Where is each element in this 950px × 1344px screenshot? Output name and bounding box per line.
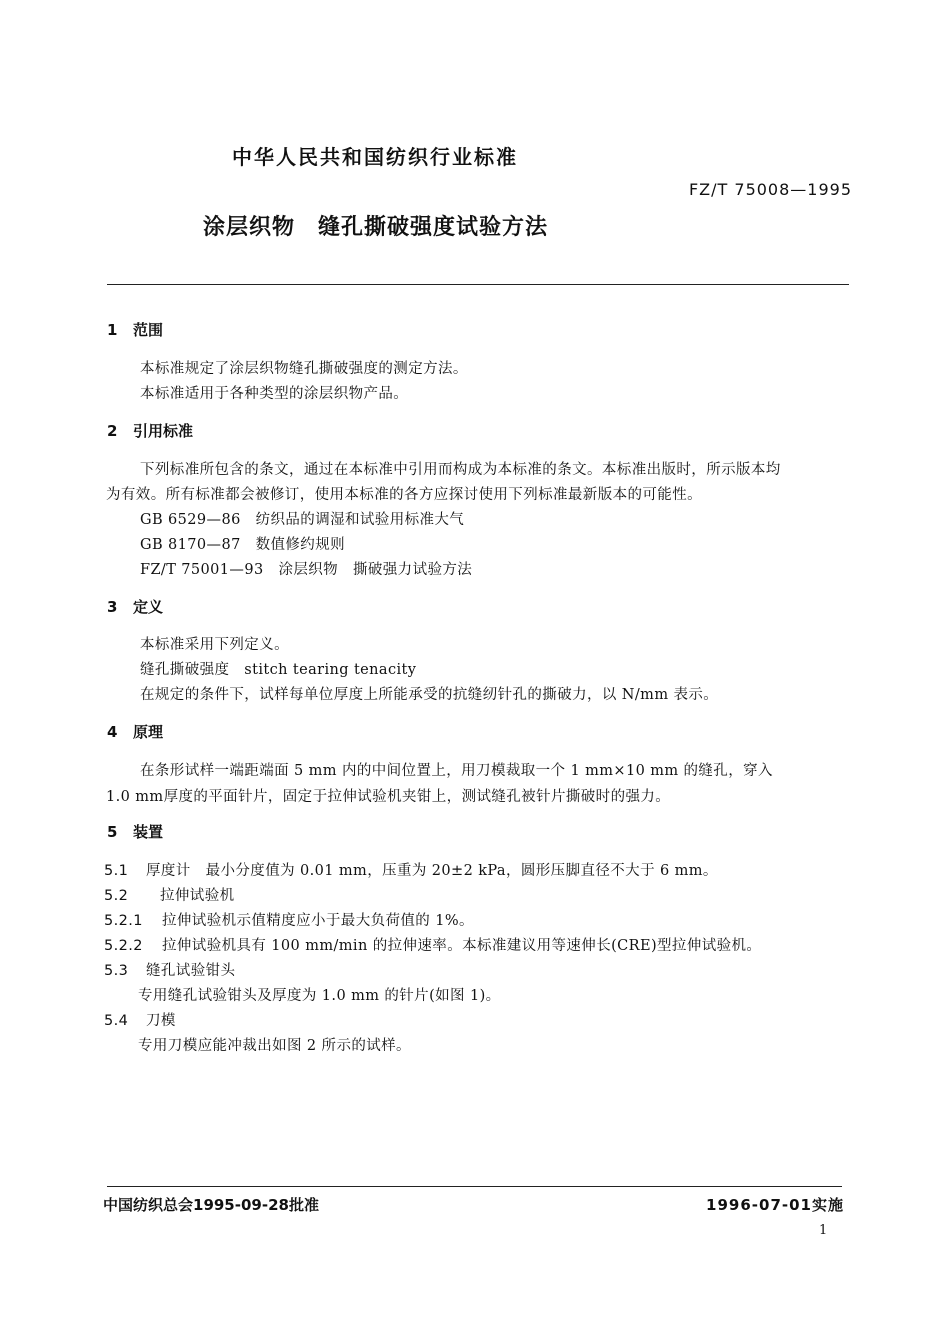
effective-date: 1996-07-01实施 (706, 1196, 844, 1214)
clause-number: 5.4 (104, 1013, 129, 1029)
section-3-heading (107, 596, 163, 617)
clause-text: 拉伸试验机具有 100 mm/min 的拉伸速率。本标准建议用等速伸长(CRE)型拉伸试验机。 (162, 938, 762, 954)
clause-5-2-2 (104, 934, 761, 955)
term-definition: 缝孔撕破强度 stitch tearing tenacity (140, 662, 417, 678)
section-title: 定义 (133, 598, 164, 616)
clause-text: 拉伸试验机 (160, 888, 235, 904)
paragraph: 下列标准所包含的条文，通过在本标准中引用而构成为本标准的条文。本标准出版时，所示版本均 (140, 462, 781, 478)
paragraph: 为有效。所有标准都会被修订，使用本标准的各方应探讨使用下列标准最新版本的可能性。 (106, 487, 702, 503)
section-title: 引用标准 (133, 422, 194, 440)
paragraph: 1.0 mm厚度的平面针片，固定于拉伸试验机夹钳上，测试缝孔被针片撕破时的强力。 (106, 789, 671, 805)
clause-number: 5.3 (104, 963, 129, 979)
clause-text: 拉伸试验机示值精度应小于最大负荷值的 1%。 (162, 913, 474, 929)
clause-number: 5.1 (104, 863, 129, 879)
clause-5-4 (104, 1009, 176, 1030)
page-number: 1 (819, 1223, 828, 1238)
paragraph: 在规定的条件下，试样每单位厚度上所能承受的抗缝纫针孔的撕破力，以 N/mm 表示。 (140, 687, 719, 703)
section-number: 5 (107, 823, 118, 841)
section-number: 4 (107, 723, 118, 741)
section-2-heading (107, 420, 193, 441)
clause-5-2-1 (104, 909, 474, 930)
clause-number: 5.2.2 (104, 938, 143, 954)
clause-text: 刀模 (146, 1013, 176, 1029)
paragraph: 本标准规定了涂层织物缝孔撕破强度的测定方法。 (140, 361, 468, 377)
section-4-heading (107, 721, 163, 742)
document-title: 涂层织物 缝孔撕破强度试验方法 (203, 215, 549, 240)
paragraph: 本标准适用于各种类型的涂层织物产品。 (140, 386, 409, 402)
section-title: 范围 (133, 321, 164, 339)
issuing-body: 中华人民共和国纺织行业标准 (232, 145, 518, 169)
clause-text: 厚度计 最小分度值为 0.01 mm，压重为 20±2 kPa，圆形压脚直径不大于 6 mm。 (146, 863, 718, 879)
clause-number: 5.2.1 (104, 913, 143, 929)
approval-date: 中国纺织总会1995-09-28批准 (103, 1196, 319, 1214)
clause-5-2 (104, 884, 235, 905)
section-5-heading (107, 821, 163, 842)
section-number: 1 (107, 321, 118, 339)
section-number: 2 (107, 422, 118, 440)
header-divider (107, 284, 849, 285)
reference-item: GB 8170—87 数值修约规则 (140, 537, 345, 553)
clause-text: 缝孔试验钳头 (146, 963, 236, 979)
clause-5-3 (104, 959, 235, 980)
clause-number: 5.2 (104, 888, 129, 904)
paragraph: 在条形试样一端距端面 5 mm 内的中间位置上，用刀模裁取一个 1 mm×10 mm 的缝孔，穿入 (140, 763, 773, 779)
section-1-heading (107, 319, 163, 340)
clause-5-1 (104, 859, 718, 880)
section-title: 装置 (133, 823, 164, 841)
standard-number: FZ/T 75008—1995 (688, 180, 852, 199)
clause-body: 专用刀模应能冲裁出如图 2 所示的试样。 (138, 1038, 411, 1054)
clause-body: 专用缝孔试验钳头及厚度为 1.0 mm 的针片(如图 1)。 (138, 988, 501, 1004)
reference-item: FZ/T 75001—93 涂层织物 撕破强力试验方法 (140, 562, 473, 578)
section-title: 原理 (133, 723, 164, 741)
footer-divider (107, 1186, 842, 1187)
paragraph: 本标准采用下列定义。 (140, 637, 289, 653)
section-number: 3 (107, 598, 118, 616)
reference-item: GB 6529—86 纺织品的调湿和试验用标准大气 (140, 512, 465, 528)
